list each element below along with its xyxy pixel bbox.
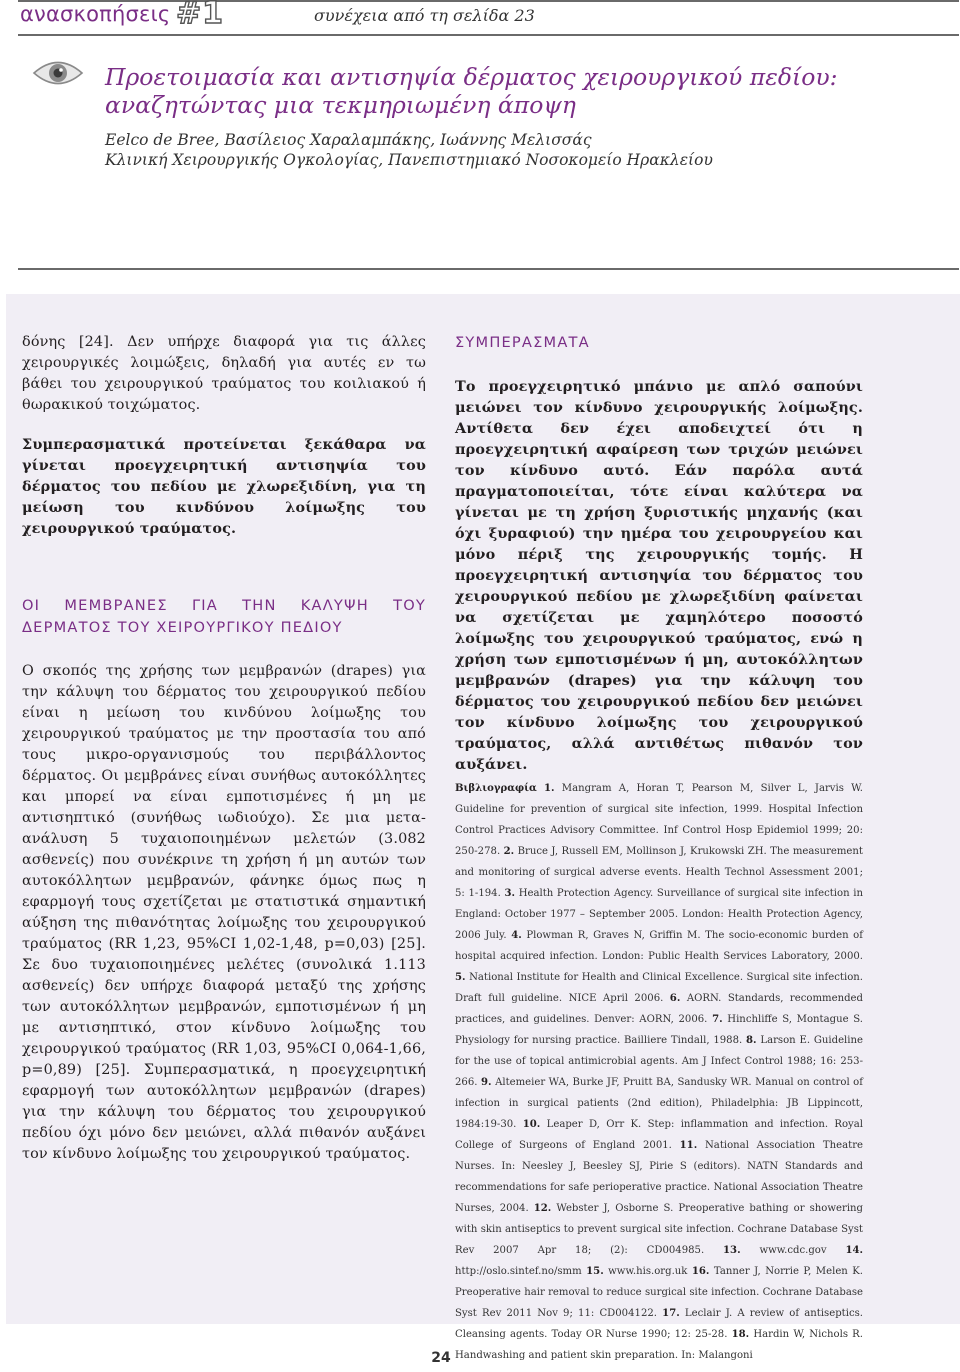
reference-number: 9. xyxy=(481,1077,492,1088)
reference-text: Larson E. Guideline for the use of topical antimicrobial agents. Am J Infect Control 1988; 16: 253-266. xyxy=(455,1035,863,1088)
right-column xyxy=(455,332,863,775)
reference-text: National Association Theatre Nurses. In: Neesley J, Beesley SJ, Pirie S (editors). NATN Standards and recommendations for safe perioperative practice. National Association Theatre Nurses, 2004. xyxy=(455,1140,863,1214)
reference-text: AORN. Standards, recommended practices, and guidelines. Denver: AORN, 2006. xyxy=(455,993,863,1025)
section-tag: ανασκοπήσεις xyxy=(20,2,171,26)
title-line-1: Προετοιμασία και αντισηψία δέρματος χειρουργικού πεδίου: xyxy=(105,63,838,91)
continued-note: συνέχεια από τη σελίδα 23 xyxy=(314,6,535,25)
affiliation: Κλινική Χειρουργικής Ογκολογίας, Πανεπιστημιακό Νοσοκομείο Ηρακλείου xyxy=(105,151,713,169)
reference-text: Tanner J, Norrie P, Melen K. Preoperative hair removal to reduce surgical site infection. Cochrane Database Syst Rev 2011 Nov 9; 11: CD004122. xyxy=(455,1266,864,1319)
section-heading-conclusions: ΣΥΜΠΕΡΑΣΜΑΤΑ xyxy=(455,334,590,351)
reference-text: Altemeier WA, Burke JF, Pruitt BA, Sandusky WR. Manual on control of infection in surgical patients (2nd edition), Philadelphia: JB Lippincott, 1984:19-30. xyxy=(455,1077,863,1130)
reference-number: 7. xyxy=(712,1014,723,1025)
reference-number: 3. xyxy=(504,888,516,899)
eye-icon xyxy=(32,58,84,92)
authors: Eelco de Bree, Βασίλειος Χαραλαμπάκης, Ιωάννης Μελισσάς xyxy=(105,131,592,149)
reference-number: 18. xyxy=(731,1329,750,1340)
title-line-2: αναζητώντας μια τεκμηριωμένη άποψη xyxy=(105,91,576,119)
reference-number: 15. xyxy=(586,1266,604,1277)
reference-number: 13. xyxy=(723,1245,741,1256)
reference-text: Plowman R, Graves N, Griffin M. The socio-economic burden of hospital acquired infection. London: Public Health Services Laboratory, 2000. xyxy=(455,930,863,962)
article-byline xyxy=(105,130,945,170)
section-heading-drapes: ΟΙ ΜΕΜΒΡΑΝΕΣ ΓΙΑ ΤΗΝ ΚΑΛΥΨΗ ΤΟΥ ΔΕΡΜΑΤΟΣ ΤΟΥ ΧΕΙΡΟΥΡΓΙΚΟΥ ΠΕΔΙΟΥ xyxy=(22,597,426,636)
reference-number: 12. xyxy=(533,1203,552,1214)
paragraph-conclusions: Το προεγχειρητικό μπάνιο με απλό σαπούνι μειώνει τον κίνδυνο χειρουργικής λοίμωξης. Αντίθετα δεν έχει αποδειχτεί ότι η προεγχειρητική αφαίρεση των τριχών μειώνει τον κίνδυνο αυτό. Εάν παρόλα αυτά πραγματοποιείται, τότε είναι καλύτερα να γίνεται με τη χρήση ξυριστικής μηχανής (και όχι ξυραφιού) την ημέρα του χειρουργείου και μόνο πέριξ της χειρουργικής τομής. Η προεγχειρητική αντισηψία του δέρματος του χειρουργικού πεδίου με χλωρεξιδίνη φαίνεται να σχετίζεται με χαμηλότερο ποσοστό λοίμωξης του χειρουργικού τραύματος, ενώ η χρήση των εμποτισμένων ή μη, αυτοκόλλητων μεμβρανών (drapes) για την κάλυψη του δέρματος του χειρουργικού πεδίου δεν μειώνει τον κίνδυνο λοίμωξης του χειρουργικού τραύματος, αλλά αντιθέτως πιθανόν τον αυξάνει. xyxy=(455,378,863,773)
references xyxy=(455,778,863,1366)
reference-text: Hardin W, Nichols R. Handwashing and patient skin preparation. In: Malangoni xyxy=(455,1329,863,1361)
left-column xyxy=(22,332,426,1165)
references-label: Βιβλιογραφία xyxy=(455,783,537,794)
reference-number: 16. xyxy=(691,1266,710,1277)
reference-text: http://oslo.sintef.no/smm xyxy=(455,1266,582,1277)
reference-text: Mangram A, Horan T, Pearson M, Silver L, Jarvis W. Guideline for prevention of surgical site infection, 1999. Hospital Infection Control Practices Advisory Committee. Inf Control Hosp Epidemiol 1999; 20: 250-278. xyxy=(455,783,863,857)
reference-text: Webster J, Osborne S. Preoperative bathing or showering with skin antiseptics to prevent surgical site infection. Cochrane Database Syst Rev 2007 Apr 18; (2): CD004985. xyxy=(455,1203,864,1256)
paragraph-continued: δόνης [24]. Δεν υπήρχε διαφορά για τις άλλες χειρουργικές λοιμώξεις, δηλαδή για αυτές εν τω βάθει του χειρουργικού τραύματος του κοιλιακού ή θωρακικού τοιχώματος. xyxy=(22,334,426,413)
reference-number: 11. xyxy=(679,1140,698,1151)
header-rule-bottom xyxy=(18,34,959,36)
reference-text: Leclair J. A review of antiseptics. Cleansing agents. Today OR Nurse 1990; 12: 25-28. xyxy=(455,1308,863,1340)
reference-text: www.his.org.uk xyxy=(608,1266,688,1277)
reference-number: 1. xyxy=(544,783,555,794)
reference-text: Leaper D, Orr K. Step: inflammation and infection. Royal College of Surgeons of England 2001. xyxy=(455,1119,863,1151)
reference-list xyxy=(455,783,863,1361)
reference-text: Bruce J, Russell EM, Mollinson J, Krukowski ZH. The measurement and monitoring of surgical adverse events. Health Technol Assessment 2001; 5: 1-194. xyxy=(455,846,863,899)
reference-text: National Institute for Health and Clinical Excellence. Surgical site infection. Draft full guideline. NICE April 2006. xyxy=(455,972,863,1004)
paragraph-drapes: Ο σκοπός της χρήσης των μεμβρανών (drapes) για την κάλυψη του δέρματος του χειρουργικού πεδίου είναι η μείωση του κινδύνου λοίμωξης του χειρουργικού τραύματος με την προστασία του από τους μικρο-οργανισμούς του περιβάλλοντος δέρματος. Οι μεμβράνες είναι συνήθως αυτοκόλλητες και μπορεί να είναι εμποτισμένες ή μη με αντισηπτικό (συνήθως ιωδιούχο). Σε μια μετα-ανάλυση 5 τυχαιοποιημένων μελετών (3.082 ασθενείς) που συνέκρινε τη χρήση ή μη αυτών των αυτοκόλλητων μεμβρανών, φάνηκε όμως πως η εφαρμογή τους σχετίζεται με στατιστικά σημαντική αύξηση της πιθανότητας λοίμωξης του χειρουργικού τραύματος (RR 1,23, 95%CI 1,02-1,48, p=0,03) [25]. Σε δυο τυχαιοποιημένες μελέτες (συνολικά 1.113 ασθενείς) δεν υπήρχε διαφορά μεταξύ της χρήσης των αυτοκόλλητων μεμβρανών, εμποτισμένων ή μη με αντισηπτικό, στον κίνδυνο λοίμωξης του χειρουργικού τραύματος (RR 1,03, 95%CI 0,064-1,66, p=0,89) [25]. Συμπερασματικά, η προεγχειρητική εφαρμογή των αυτοκόλλητων μεμβρανών (drapes) για την κάλυψη του δέρματος του χειρουργικού πεδίου όχι μόνο δεν μειώνει, αλλά πιθανόν αυξάνει τον κίνδυνο λοίμωξης του χειρουργικού τραύματος. xyxy=(22,663,426,1162)
reference-number: 10. xyxy=(522,1119,541,1130)
reference-number: 2. xyxy=(503,846,515,857)
reference-text: www.cdc.gov xyxy=(759,1245,827,1256)
title-rule xyxy=(18,268,959,270)
reference-text: Health Protection Agency. Surveillance of surgical site infection in England: October 1977 – September 2005. London: Health Protection Agency, 2006 July. xyxy=(455,888,863,941)
reference-number: 8. xyxy=(746,1035,757,1046)
reference-text: Hinchliffe S, Montague S. Physiology for nursing practice. Bailliere Tindall, 1988. xyxy=(455,1014,863,1046)
page-number: 24 xyxy=(431,1350,451,1366)
paragraph-lead: Συμπερασματικά προτείνεται ξεκάθαρα να γίνεται προεγχειρητική αντισηψία του δέρματος του πεδίου με χλωρεξιδίνη, για τη μείωση του κινδύνου λοίμωξης του χειρουργικού τραύματος. xyxy=(22,436,426,537)
reference-number: 4. xyxy=(511,930,522,941)
issue-number: #1 xyxy=(176,0,225,31)
reference-number: 5. xyxy=(455,972,466,983)
reference-number: 14. xyxy=(845,1245,863,1256)
reference-number: 17. xyxy=(662,1308,680,1319)
article-title xyxy=(105,63,945,119)
reference-number: 6. xyxy=(669,993,681,1004)
